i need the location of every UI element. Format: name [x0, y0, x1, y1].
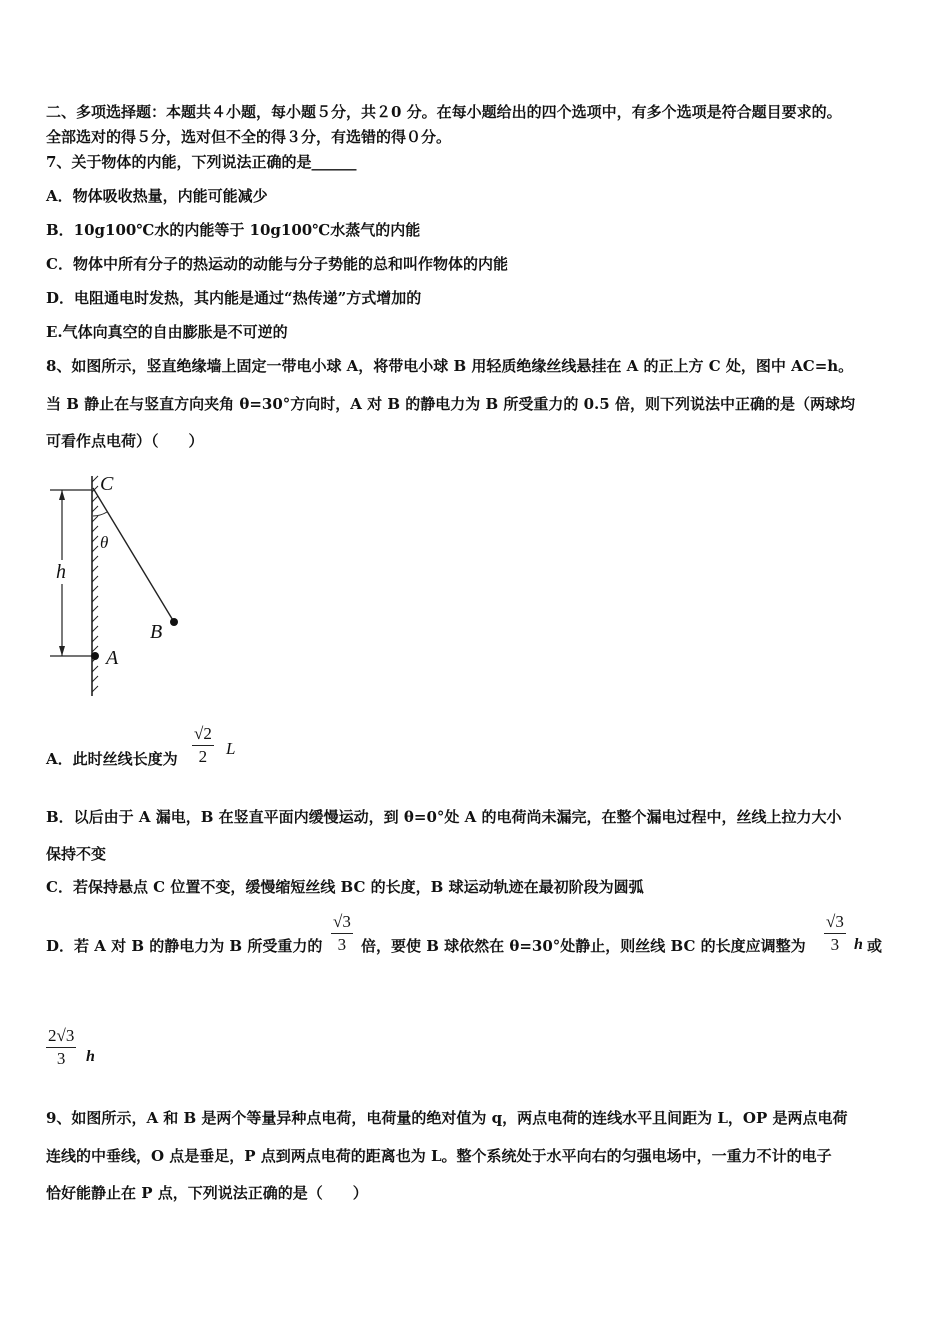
fraction-numerator: √3: [824, 912, 846, 934]
fraction-denominator: 3: [337, 935, 347, 954]
section-header-line1: 二、多项选择题：本题共４小题，每小题５分，共２0 分。在每小题给出的四个选项中，有多个选项是符合题目要求的。: [46, 103, 842, 121]
q8-option-b-line1: B．以后由于 A 漏电，B 在竖直平面内缓慢运动，到 θ=0°处 A 的电荷尚未漏完，在整个漏电过程中，丝线上拉力大小: [46, 808, 842, 826]
q8-option-d-part2: 倍，要使 B 球依然在 θ=30°处静止，则丝线 BC 的长度应调整为: [361, 937, 806, 955]
label-a: A: [106, 647, 119, 669]
q8-option-d-part1: D．若 A 对 B 的静电力为 B 所受重力的: [46, 937, 323, 955]
section-header-line2: 全部选对的得５分，选对但不全的得３分，有选错的得０分。: [46, 128, 452, 146]
label-b: B: [150, 621, 163, 643]
angle-arc: [93, 512, 107, 516]
q8-stem-line1: 8、如图所示，竖直绝缘墙上固定一带电小球 A，将带电小球 B 用轻质绝缘丝线悬挂在 A 的正上方 C 处，图中 AC=h。: [46, 357, 854, 375]
label-theta: θ: [100, 533, 109, 552]
fraction-denominator: 3: [830, 935, 840, 954]
q9-line2: 连线的中垂线，O 点是垂足，P 点到两点电荷的距离也为 L。整个系统处于水平向右的匀强电场中，一重力不计的电子: [46, 1147, 832, 1165]
fraction-denominator: 3: [56, 1049, 66, 1068]
q8-option-d-fraction3: [46, 1026, 76, 1069]
q7-stem: 7、关于物体的内能，下列说法正确的是______: [46, 153, 357, 171]
q8-option-b-line2: 保持不变: [46, 845, 107, 863]
q9-line1: 9、如图所示，A 和 B 是两个等量异种点电荷，电荷量的绝对值为 q，两点电荷的连线水平且间距为 L，OP 是两点电荷: [46, 1109, 848, 1127]
q7-option-c: C．物体中所有分子的热运动的动能与分子势能的总和叫作物体的内能: [46, 255, 508, 273]
q8-option-d-variable1: h: [854, 936, 863, 953]
q7-option-a: A．物体吸收热量，内能可能减少: [46, 187, 268, 205]
string-cb: [93, 488, 174, 622]
fraction-numerator: 2√3: [46, 1026, 76, 1048]
fraction-denominator: 2: [198, 747, 208, 766]
q7-option-e: E.气体向真空的自由膨胀是不可逆的: [46, 323, 288, 341]
q8-option-d-fraction2: [824, 912, 846, 955]
fraction-numerator: √2: [192, 724, 214, 746]
ball-a: [91, 652, 99, 660]
fraction-numerator: √3: [331, 912, 353, 934]
q7-option-d: D．电阻通电时发热，其内能是通过“热传递”方式增加的: [46, 289, 422, 307]
q8-option-a-fraction: [192, 724, 214, 767]
label-c: C: [100, 473, 114, 495]
q8-stem-line2: 当 B 静止在与竖直方向夹角 θ=30°方向时，A 对 B 的静电力为 B 所受重力的 0.5 倍，则下列说法中正确的是（两球均: [46, 395, 855, 413]
q8-option-c: C．若保持悬点 C 位置不变，缓慢缩短丝线 BC 的长度，B 球运动轨迹在最初阶段为圆弧: [46, 878, 644, 896]
ball-b: [170, 618, 178, 626]
q8-stem-line3: 可看作点电荷）（ ）: [46, 432, 204, 450]
wall-hatching: [92, 476, 98, 696]
dimension-arrow-top: [59, 490, 65, 500]
dimension-arrow-bottom: [59, 646, 65, 656]
q8-option-d-fraction1: [331, 912, 353, 955]
q8-wall-pendulum-figure: [44, 468, 194, 703]
q8-option-a: A．此时丝线长度为: [46, 750, 178, 768]
q9-line3: 恰好能静止在 P 点，下列说法正确的是（ ）: [46, 1184, 368, 1202]
q8-option-d-variable2: h: [86, 1048, 95, 1065]
q7-option-b: B．10g100℃水的内能等于 10g100℃水蒸气的内能: [46, 221, 421, 239]
q8-option-a-variable: L: [226, 739, 236, 758]
label-h: h: [56, 561, 66, 583]
q8-option-d-or: 或: [867, 937, 883, 955]
